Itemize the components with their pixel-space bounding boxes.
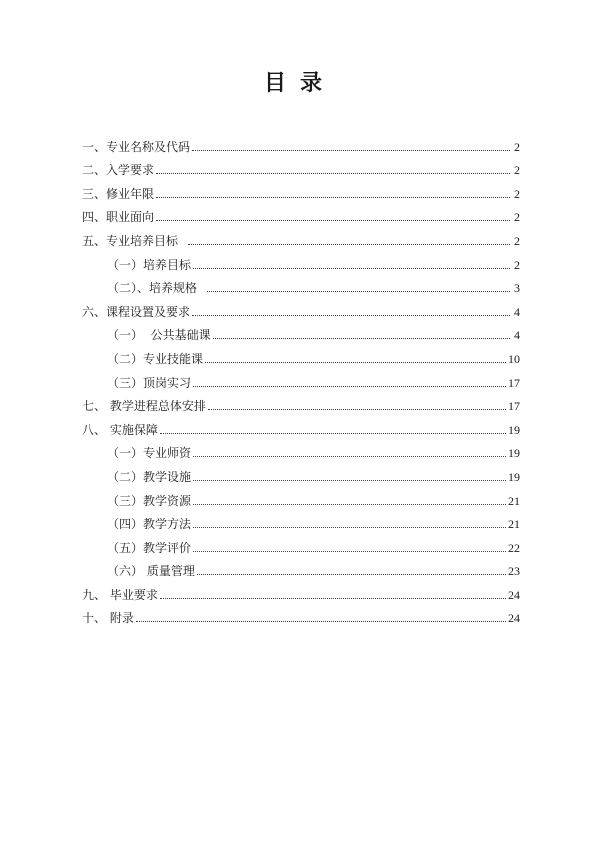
toc-entry-page: 2 (514, 257, 520, 272)
toc-entry-page: 21 (508, 493, 520, 508)
toc-entry[interactable] (82, 414, 520, 438)
toc-entry-page: 2 (514, 233, 520, 248)
toc-entry-page: 19 (508, 422, 520, 437)
toc-entry-label: （一）专业师资 (107, 446, 192, 461)
toc-entry-page: 10 (508, 351, 520, 366)
toc-entry-page: 17 (508, 399, 520, 414)
dot-leader (205, 361, 506, 363)
toc-subentry[interactable] (82, 367, 520, 391)
toc-entry-label: 一、专业名称及代码 (82, 139, 191, 154)
toc-entry-page: 21 (508, 517, 520, 532)
toc-entry[interactable] (82, 155, 520, 179)
toc-entry-page: 2 (514, 186, 520, 201)
toc-entry-page: 2 (514, 210, 520, 225)
dot-leader (197, 573, 506, 575)
toc-entry-label: 三、修业年限 (82, 186, 155, 201)
dot-leader (160, 432, 506, 434)
toc-subentry[interactable] (82, 485, 520, 509)
toc-entry-label: 六、课程设置及要求 (82, 304, 191, 319)
toc-entry[interactable] (82, 202, 520, 226)
dot-leader (156, 172, 510, 174)
toc-entry-label: （二）、培养规格 (107, 281, 205, 296)
dot-leader (160, 597, 506, 599)
toc-entry-label: 二、入学要求 (82, 163, 155, 178)
toc-entry-page: 3 (514, 281, 520, 296)
toc-subentry[interactable] (82, 273, 520, 297)
toc-subentry[interactable] (82, 532, 520, 556)
toc-entry-label: 十、 附录 (82, 611, 134, 626)
toc-entry-label: （四）教学方法 (107, 517, 192, 532)
toc-entry-label: 五、专业培养目标 (82, 233, 186, 248)
toc-entry-page: 22 (508, 540, 520, 555)
toc-entry-page: 24 (508, 587, 520, 602)
toc-entry[interactable] (82, 296, 520, 320)
toc-subentry[interactable] (82, 509, 520, 533)
toc-entry-page: 4 (514, 304, 520, 319)
dot-leader (192, 314, 510, 316)
toc-entry-page: 19 (508, 469, 520, 484)
toc-entry[interactable] (82, 225, 520, 249)
dot-leader (213, 337, 510, 339)
toc-title: 目录 (263, 70, 336, 96)
toc-entry-label: （三）教学资源 (107, 493, 192, 508)
dot-leader (193, 455, 506, 457)
toc-entry-page: 19 (508, 446, 520, 461)
toc-entry-label: 四、职业面向 (82, 210, 155, 225)
dot-leader (193, 385, 506, 387)
toc-entry[interactable] (82, 131, 520, 155)
toc-subentry[interactable] (82, 556, 520, 580)
toc-subentry[interactable] (82, 461, 520, 485)
dot-leader (193, 479, 506, 481)
toc-entry-label: 八、 实施保障 (82, 422, 158, 437)
dot-leader (156, 196, 510, 198)
toc-subentry[interactable] (82, 249, 520, 273)
dot-leader (208, 408, 506, 410)
toc-entry-page: 23 (508, 564, 520, 579)
dot-leader (188, 243, 510, 245)
toc-entry-label: （五）教学评价 (107, 540, 192, 555)
toc-entry-page: 24 (508, 611, 520, 626)
dot-leader (193, 267, 510, 269)
toc-entry-label: 七、 教学进程总体安排 (82, 399, 206, 414)
toc-entry-page: 2 (514, 139, 520, 154)
toc-entry-label: （一） 公共基础课 (107, 328, 211, 343)
toc-entry[interactable] (82, 178, 520, 202)
toc-entry-label: （二）专业技能课 (107, 351, 204, 366)
toc-entry[interactable] (82, 391, 520, 415)
toc-entry[interactable] (82, 579, 520, 603)
toc-entry[interactable] (82, 603, 520, 627)
toc-entry-label: （六） 质量管理 (107, 564, 195, 579)
dot-leader (193, 526, 506, 528)
toc-entry-page: 2 (514, 163, 520, 178)
dot-leader (193, 503, 506, 505)
toc-subentry[interactable] (82, 343, 520, 367)
toc-entry-label: （三）顶岗实习 (107, 375, 192, 390)
dot-leader (136, 620, 506, 622)
dot-leader (193, 550, 506, 552)
toc-entry-page: 17 (508, 375, 520, 390)
toc-entry-page: 4 (514, 328, 520, 343)
toc-subentry[interactable] (82, 320, 520, 344)
toc-entry-label: 九、 毕业要求 (82, 587, 158, 602)
dot-leader (207, 290, 510, 292)
dot-leader (156, 219, 510, 221)
toc-entry-label: （一）培养目标 (107, 257, 192, 272)
dot-leader (192, 149, 510, 151)
table-of-contents (82, 131, 520, 626)
toc-subentry[interactable] (82, 438, 520, 462)
toc-entry-label: （二）教学设施 (107, 469, 192, 484)
